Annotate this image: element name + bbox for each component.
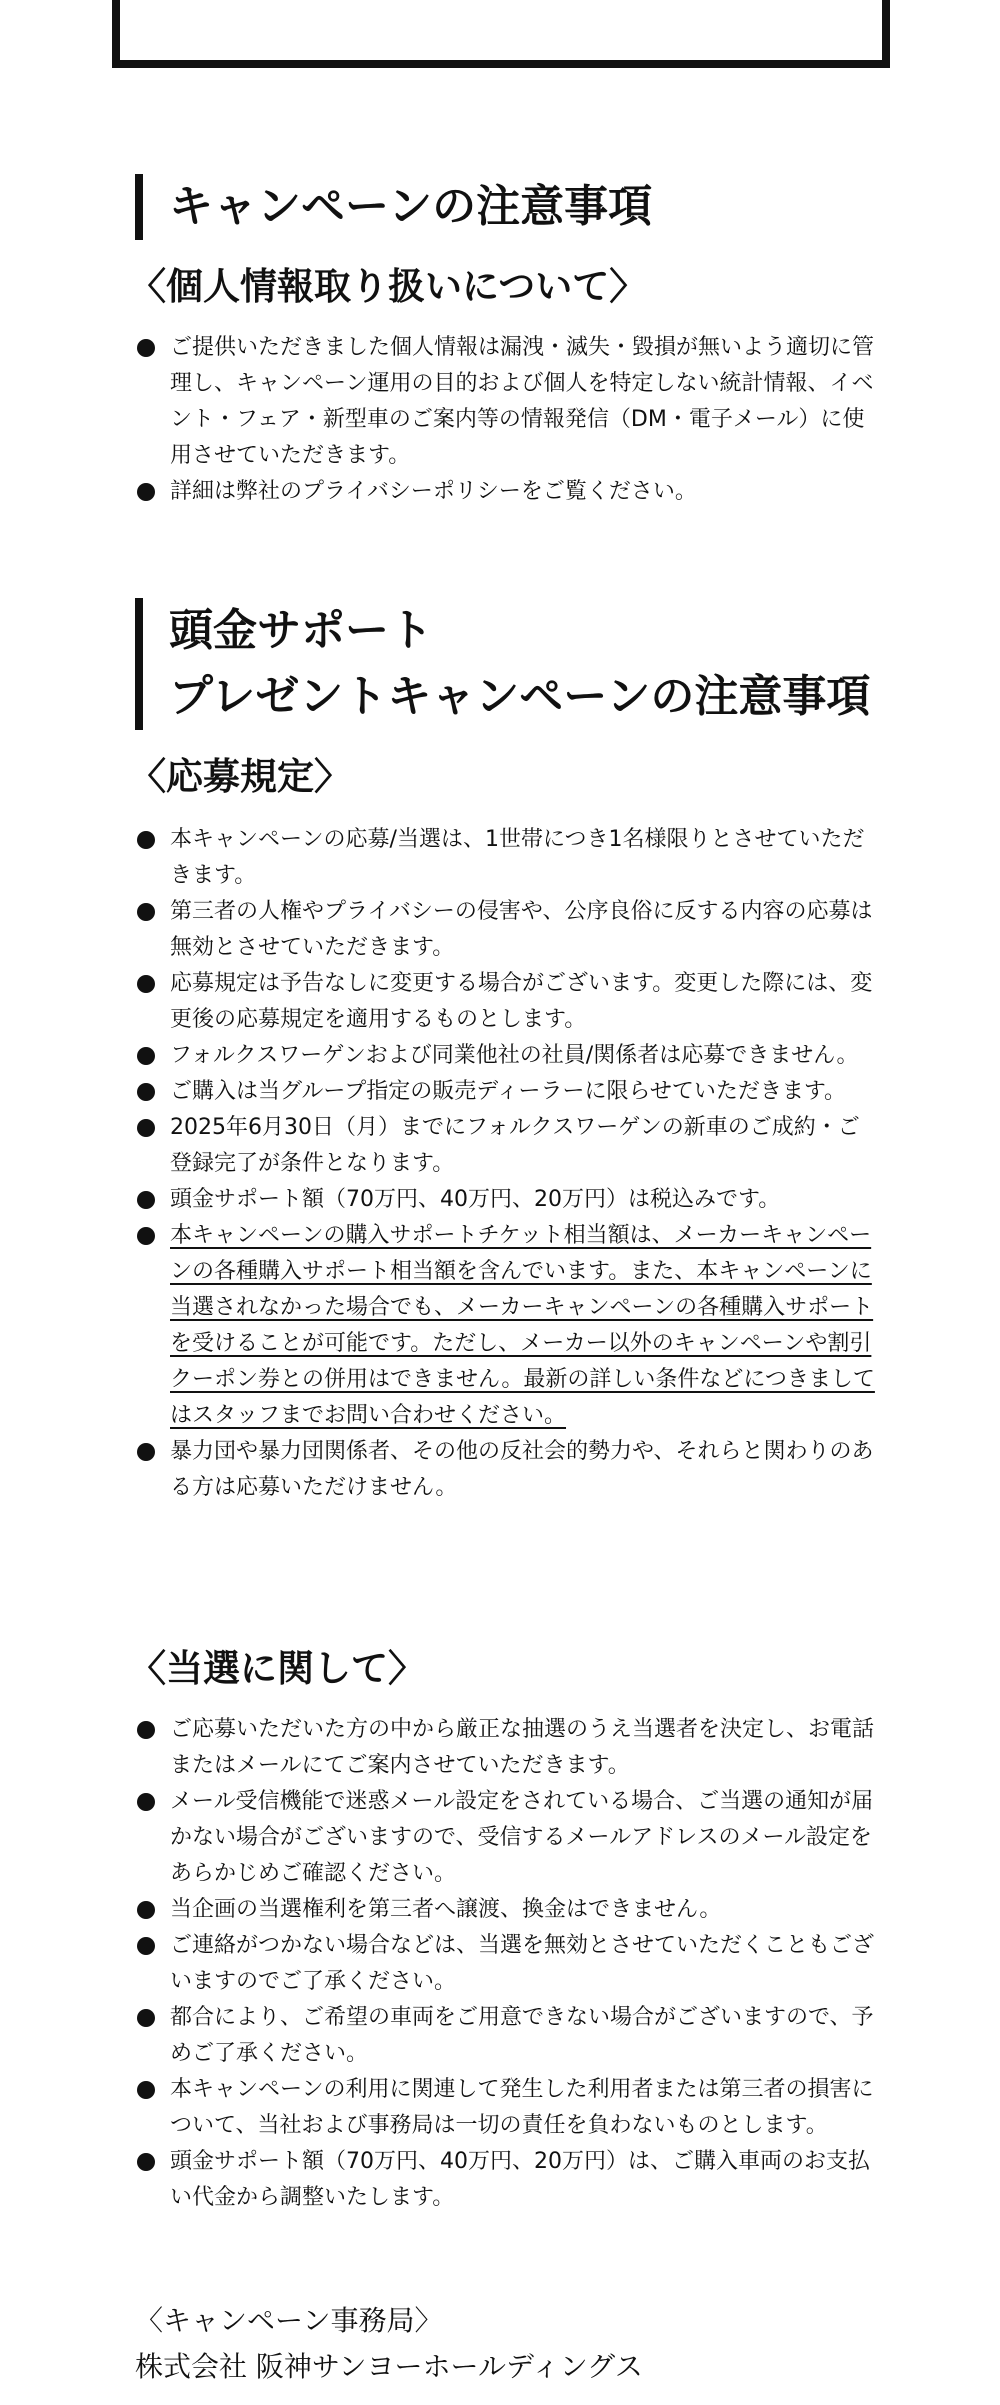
office-label: 〈キャンペーン事務局〉 <box>135 2304 443 2337</box>
campaign-title-line2: プレゼントキャンペーンの注意事項 <box>169 671 871 722</box>
list-item: メール受信機能で迷惑メール設定をされている場合、ご当選の通知が届かない場合がございますので、受信するメールアドレスのメール設定をあらかじめご確認ください。 <box>135 1784 875 1892</box>
office-company: 株式会社 阪神サンヨーホールディングス <box>135 2350 643 2383</box>
winning-heading: 〈当選に関して〉 <box>129 1647 425 1690</box>
list-item: 頭金サポート額（70万円、40万円、20万円）は税込みです。 <box>135 1182 875 1218</box>
rules-list <box>135 822 875 1506</box>
list-item: 頭金サポート額（70万円、40万円、20万円）は、ご購入車両のお支払い代金から調整いたします。 <box>135 2144 875 2216</box>
privacy-section-title <box>135 174 652 240</box>
list-item: 都合により、ご希望の車両をご用意できない場合がございますので、予めご了承ください。 <box>135 2000 875 2072</box>
list-item: フォルクスワーゲンおよび同業他社の社員/関係者は応募できません。 <box>135 1038 875 1074</box>
list-item: 暴力団や暴力団関係者、その他の反社会的勢力や、それらと関わりのある方は応募いただけません。 <box>135 1434 875 1506</box>
list-item: ご購入は当グループ指定の販売ディーラーに限らせていただきます。 <box>135 1074 875 1110</box>
list-item: ご連絡がつかない場合などは、当選を無効とさせていただくこともございますのでご了承ください。 <box>135 1928 875 2000</box>
list-item: 本キャンペーンの利用に関連して発生した利用者または第三者の損害について、当社および事務局は一切の責任を負わないものとします。 <box>135 2072 875 2144</box>
list-item: 2025年6月30日（月）までにフォルクスワーゲンの新車のご成約・ご登録完了が条件となります。 <box>135 1110 875 1182</box>
list-item: ご提供いただきました個人情報は漏洩・滅失・毀損が無いよう適切に管理し、キャンペーン運用の目的および個人を特定しない統計情報、イベント・フェア・新型車のご案内等の情報発信（DM・電子メール）に使用させていただきます。 <box>135 330 875 474</box>
list-item: 第三者の人権やプライバシーの侵害や、公序良俗に反する内容の応募は無効とさせていただきます。 <box>135 894 875 966</box>
campaign-section-title <box>135 598 870 730</box>
list-item: 応募規定は予告なしに変更する場合がございます。変更した際には、変更後の応募規定を適用するものとします。 <box>135 966 875 1038</box>
privacy-section-title-text: キャンペーンの注意事項 <box>169 181 653 232</box>
privacy-list <box>135 330 875 510</box>
list-item: 本キャンペーンの応募/当選は、1世帯につき1名様限りとさせていただきます。 <box>135 822 875 894</box>
list-item-underlined: 本キャンペーンの購入サポートチケット相当額は、メーカーキャンペーンの各種購入サポート相当額を含んでいます。また、本キャンペーンに当選されなかった場合でも、メーカーキャンペーンの各種購入サポートを受けることが可能です。ただし、メーカー以外のキャンペーンや割引クーポン券との併用はできません。最新の詳しい条件などにつきましてはスタッフまでお問い合わせください。 <box>135 1218 875 1434</box>
campaign-title-line1: 頭金サポート <box>169 605 433 656</box>
privacy-subheading: 〈個人情報取り扱いについて〉 <box>129 265 647 308</box>
list-item: 当企画の当選権利を第三者へ譲渡、換金はできません。 <box>135 1892 875 1928</box>
list-item: ご応募いただいた方の中から厳正な抽選のうえ当選者を決定し、お電話またはメールにてご案内させていただきます。 <box>135 1712 875 1784</box>
top-frame-box <box>112 0 890 68</box>
list-item: 詳細は弊社のプライバシーポリシーをご覧ください。 <box>135 474 875 510</box>
winning-list <box>135 1712 875 2216</box>
rules-heading: 〈応募規定〉 <box>129 755 351 798</box>
